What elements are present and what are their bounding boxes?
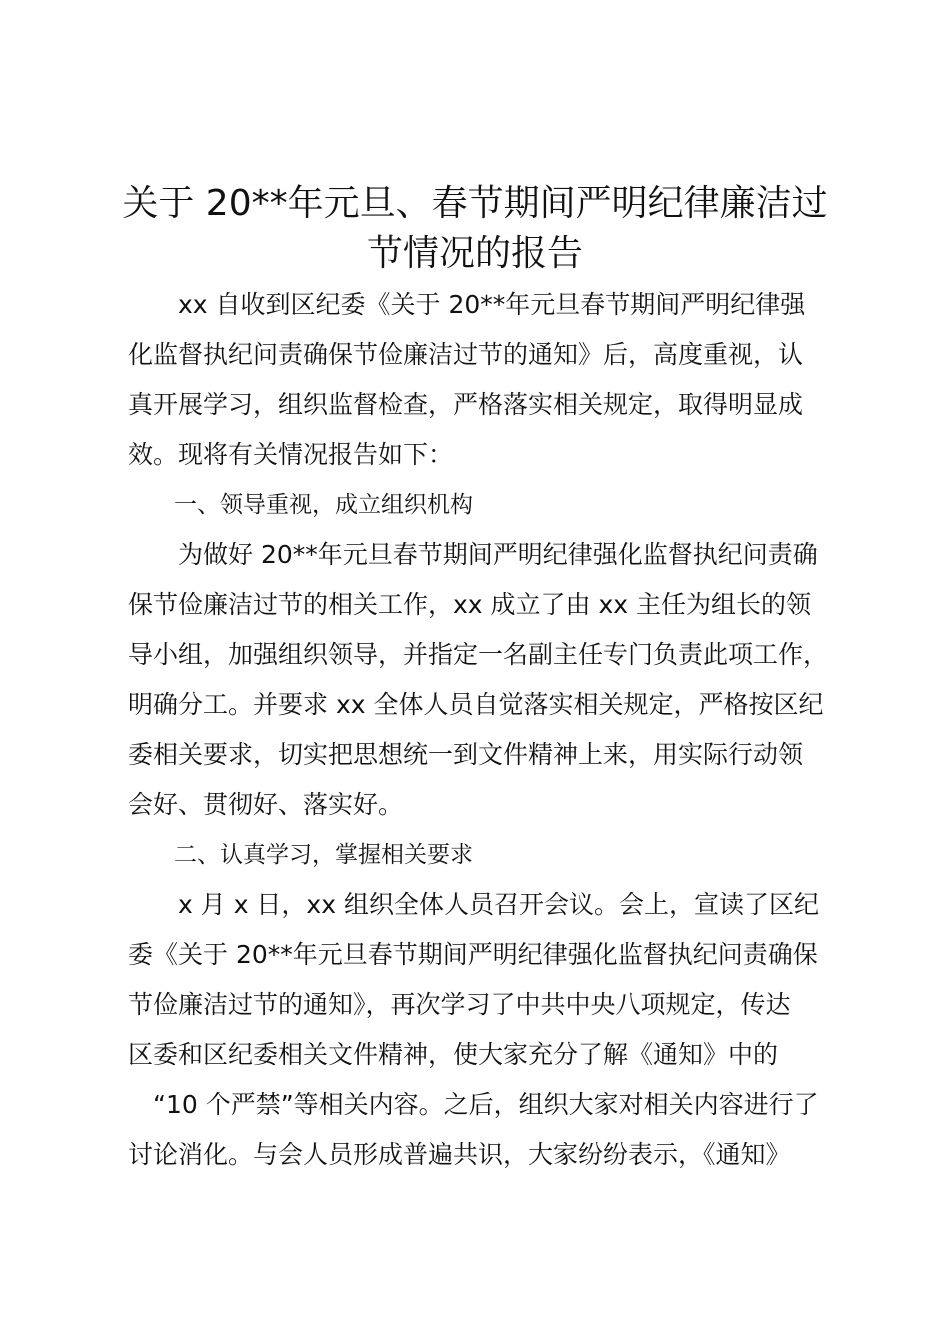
document-title-line-1: 关于 20**年元旦、春节期间严明纪律廉洁过 [122,183,828,224]
paragraph-line: 为做好 20**年元旦春节期间严明纪律强化监督执纪问责确 [128,540,818,569]
paragraph-line: 会好、贯彻好、落实好。 [128,790,404,819]
paragraph-line: 节俭廉洁过节的通知》，再次学习了中共中央八项规定，传达 [128,990,791,1019]
paragraph-line: 委相关要求，切实把思想统一到文件精神上来，用实际行动领 [128,740,804,769]
paragraph-line: 效。现将有关情况报告如下： [128,440,454,469]
paragraph-line: 导小组，加强组织领导，并指定一名副主任专门负责此项工作， [128,640,829,669]
paragraph-line: 讨论消化。与会人员形成普遍共识，大家纷纷表示，《通知》 [128,1140,791,1169]
paragraph-line: 保节俭廉洁过节的相关工作，xx 成立了由 xx 主任为组长的领 [128,590,812,619]
section-heading-2: 二、认真学习，掌握相关要求 [128,842,473,868]
paragraph-line: 化监督执纪问责确保节俭廉洁过节的通知》后，高度重视，认 [128,340,804,369]
paragraph-line: 真开展学习，组织监督检查，严格落实相关规定，取得明显成 [128,390,804,419]
section-heading-1: 一、领导重视，成立组织机构 [128,492,473,518]
paragraph-line: xx 自收到区纪委《关于 20**年元旦春节期间严明纪律强 [128,290,806,319]
paragraph-line: 区委和区纪委相关文件精神，使大家充分了解《通知》中的 [128,1040,779,1069]
paragraph-line: 委《关于 20**年元旦春节期间严明纪律强化监督执纪问责确保 [128,940,818,969]
paragraph-line: x 月 x 日，xx 组织全体人员召开会议。会上，宣读了区纪 [128,890,819,919]
paragraph-line: 明确分工。并要求 xx 全体人员自觉落实相关规定，严格按区纪 [128,690,824,719]
document-title-line-2: 节情况的报告 [366,233,583,274]
paragraph-line: “10 个严禁”等相关内容。之后，组织大家对相关内容进行了 [128,1090,819,1119]
